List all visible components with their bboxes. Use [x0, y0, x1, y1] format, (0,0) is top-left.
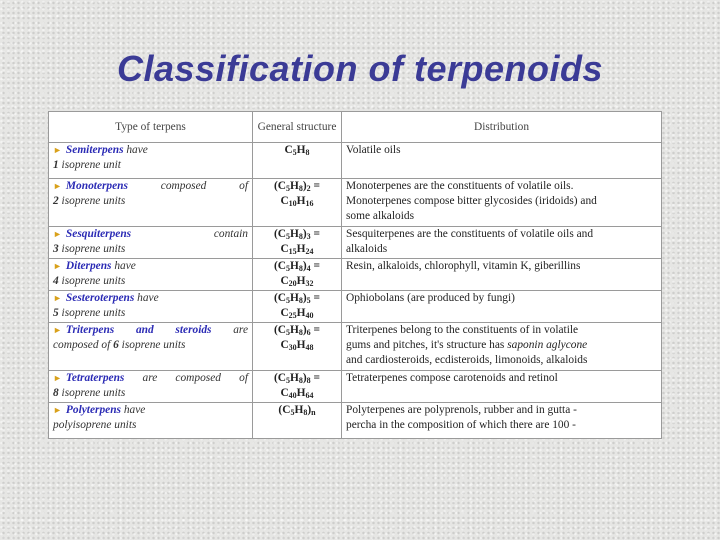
distribution-cell: [342, 291, 662, 323]
terpene-name: Semiterpens: [65, 144, 124, 156]
general-structure-cell: [253, 323, 342, 371]
terpene-type-cell: [49, 179, 253, 227]
bullet-icon: ►: [53, 325, 62, 335]
general-structure-cell: [253, 403, 342, 439]
terpene-name-rest: composed of: [127, 180, 248, 192]
terpene-name: Tetraterpens: [65, 372, 125, 384]
bullet-icon: ►: [53, 145, 62, 155]
isoprene-units: 8 isoprene units: [53, 387, 126, 399]
bullet-icon: ►: [53, 293, 62, 303]
general-structure-cell: [253, 179, 342, 227]
terpene-type-cell: [49, 291, 253, 323]
terpene-name: Triterpens and steroids: [65, 324, 212, 336]
terpene-name-rest: have: [111, 260, 136, 272]
header-distribution: Distribution: [342, 112, 662, 143]
distribution-line: percha in the composition of which there are 100 -: [346, 419, 576, 431]
table-row: [49, 371, 662, 403]
table-row: [49, 143, 662, 179]
distribution-cell: [342, 371, 662, 403]
bullet-icon: ►: [53, 373, 62, 383]
terpene-name-rest: have: [134, 292, 159, 304]
distribution-cell: [342, 259, 662, 291]
bullet-icon: ►: [53, 261, 62, 271]
distribution-line: Monoterpenes are the constituents of volatile oils.: [346, 180, 574, 192]
header-structure: General structure: [253, 112, 342, 143]
header-type: Type of terpens: [49, 112, 253, 143]
terpene-type-cell: [49, 403, 253, 439]
distribution-cell: [342, 179, 662, 227]
distribution-line: Triterpenes belong to the constituents of in volatile: [346, 324, 579, 336]
formula-result: $C_{30}H_{48}$: [280, 339, 314, 352]
isoprene-units: 4 isoprene units: [53, 275, 126, 287]
distribution-line: Ophiobolans (are produced by fungi): [346, 292, 515, 304]
general-structure-cell: [253, 291, 342, 323]
formula-result: $C_{40}H_{64}$: [280, 387, 314, 400]
formula-main: $(C_5H_8)_4$ =: [273, 260, 321, 273]
table-row: [49, 227, 662, 259]
isoprene-units: 1 isoprene unit: [53, 159, 121, 171]
general-structure-cell: [253, 259, 342, 291]
formula-main: $C_5H_8$: [284, 144, 310, 157]
distribution-cell: [342, 143, 662, 179]
distribution-line: alkaloids: [346, 243, 388, 255]
distribution-line: some alkaloids: [346, 210, 415, 222]
isoprene-units: 5 isoprene units: [53, 307, 126, 319]
bullet-icon: ►: [53, 181, 62, 191]
terpene-name: Sesquiterpens: [65, 228, 132, 240]
terpene-type-cell: [49, 323, 253, 371]
table-row: [49, 291, 662, 323]
general-structure-cell: [253, 371, 342, 403]
distribution-line: Tetraterpenes compose carotenoids and retinol: [346, 372, 558, 384]
formula-result: $C_{20}H_{32}$: [280, 275, 314, 288]
terpene-name: Monoterpens: [65, 180, 128, 192]
formula-main: $(C_5H_8)_8$ =: [273, 372, 321, 385]
terpene-type-cell: [49, 227, 253, 259]
terpene-name-rest: are: [211, 324, 248, 336]
terpene-type-cell: [49, 143, 253, 179]
formula-main: $(C_5H_8)_5$ =: [273, 292, 321, 305]
terpene-type-cell: [49, 259, 253, 291]
terpene-name-rest: have: [120, 404, 146, 416]
terpene-name: Polyterpens: [65, 404, 121, 416]
general-structure-cell: [253, 143, 342, 179]
terpene-type-cell: [49, 371, 253, 403]
distribution-line: gums and pitches, it's structure has saponin aglycone: [346, 339, 588, 351]
table-row: [49, 259, 662, 291]
isoprene-units: 3 isoprene units: [53, 243, 126, 255]
isoprene-units: 2 isoprene units: [53, 195, 126, 207]
formula-result: $C_{25}H_{40}$: [280, 307, 314, 320]
distribution-cell: [342, 403, 662, 439]
isoprene-units: polyisoprene units: [53, 419, 137, 431]
distribution-line: Polyterpenes are polyprenols, rubber and in gutta -: [346, 404, 577, 416]
distribution-line: and cardiosteroids, ecdisteroids, limonoids, alkaloids: [346, 354, 588, 366]
distribution-line: Monoterpenes compose bitter glycosides (iridoids) and: [346, 195, 597, 207]
distribution-line: Sesquiterpenes are the constituents of volatile oils and: [346, 228, 594, 240]
general-structure-cell: [253, 227, 342, 259]
terpene-name-rest: contain: [131, 228, 248, 240]
distribution-cell: [342, 227, 662, 259]
terpene-name-rest: are composed of: [124, 372, 248, 384]
formula-result: $C_{15}H_{24}$: [280, 243, 314, 256]
terpene-name: Diterpens: [65, 260, 112, 272]
isoprene-units: composed of 6 isoprene units: [53, 339, 186, 351]
terpene-name-rest: have: [123, 144, 148, 156]
distribution-cell: [342, 323, 662, 371]
distribution-line: Volatile oils: [346, 144, 401, 156]
formula-result: $C_{10}H_{16}$: [280, 195, 314, 208]
formula-main: $(C_5H_8)_n$: [278, 404, 316, 417]
table-row: [49, 403, 662, 439]
terpenoid-classification-table: [48, 111, 662, 439]
terpene-name: Sesteroterpens: [65, 292, 135, 304]
formula-main: $(C_5H_8)_2$ =: [273, 180, 321, 193]
distribution-line: Resin, alkaloids, chlorophyll, vitamin K, giberillins: [346, 260, 581, 272]
table-row: [49, 179, 662, 227]
table-header-row: [49, 112, 662, 143]
bullet-icon: ►: [53, 229, 62, 239]
bullet-icon: ►: [53, 405, 62, 415]
table-row: [49, 323, 662, 371]
formula-main: $(C_5H_8)_6$ =: [273, 324, 321, 337]
slide-title: Classification of terpenoids: [116, 48, 604, 89]
formula-main: $(C_5H_8)_3$ =: [273, 228, 321, 241]
